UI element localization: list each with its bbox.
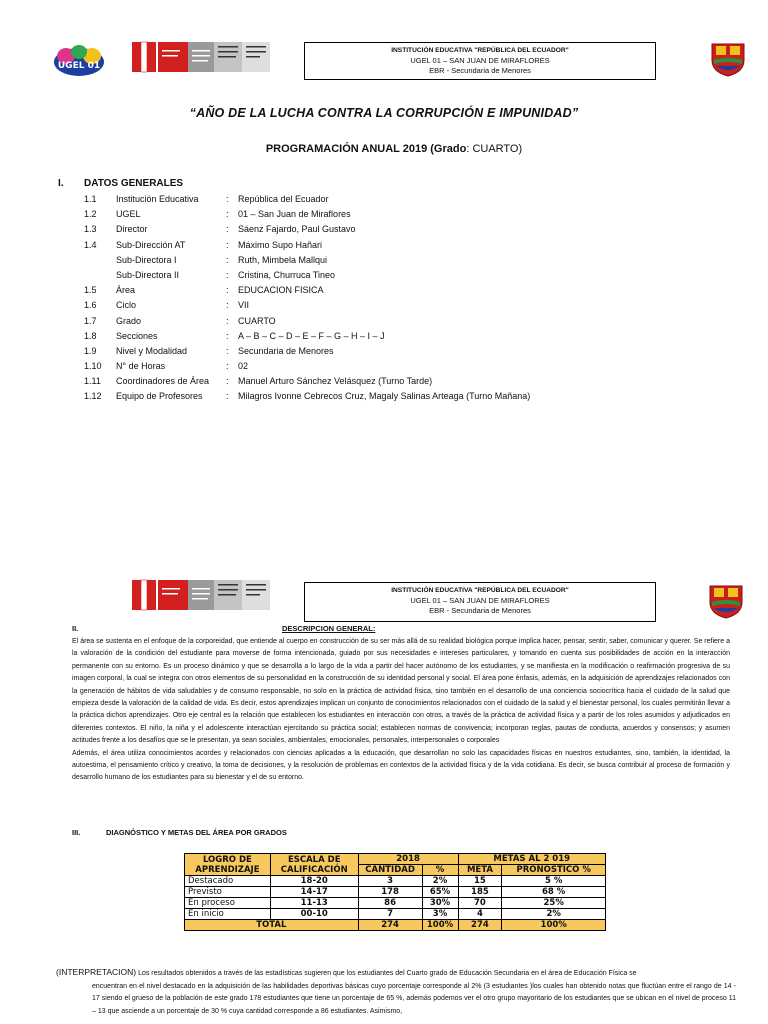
row-value: EDUCACION FISICA xyxy=(238,285,324,296)
general-data-row xyxy=(84,331,530,346)
row-colon: : xyxy=(226,376,229,387)
row-value: 01 – San Juan de Miraflores xyxy=(238,209,351,220)
row-key: N° de Horas xyxy=(116,361,166,372)
row-value: Sáenz Fajardo, Paul Gustavo xyxy=(238,224,356,235)
total-meta: 274 xyxy=(458,920,502,931)
row-value: CUARTO xyxy=(238,315,276,326)
page-header-2 xyxy=(0,572,768,632)
ministry-logo xyxy=(132,38,272,76)
row-number: 1.11 xyxy=(84,376,101,387)
cell-escala: 11-13 xyxy=(270,898,358,909)
row-colon: : xyxy=(226,269,229,280)
section-diagnosis-title xyxy=(72,828,287,837)
institution-box xyxy=(304,42,656,80)
cell-pct: 2% xyxy=(422,876,458,887)
row-key: Sub-Directora I xyxy=(116,254,177,265)
row-number: 1.7 xyxy=(84,315,97,326)
interpretation xyxy=(56,966,736,1018)
row-number: 1.3 xyxy=(84,224,97,235)
general-data-row xyxy=(84,224,530,239)
general-data-row xyxy=(84,240,530,255)
cell-cantidad: 178 xyxy=(358,887,422,898)
row-number: 1.12 xyxy=(84,391,102,402)
section-title: DESCRIPCION GENERAL: xyxy=(282,624,376,633)
row-key: Coordinadores de Área xyxy=(116,376,210,387)
description-paragraph-2: Además, el área utiliza conocimientos acordes y relacionados con ciencias aplicadas a la educación, que desarrollan no solo las capacidades físicas en nuestros estudiantes, sino, también, la identidad, la autoestima, el pensamiento crítico y creativo, la toma de decisiones, y la resolución de problemas en contextos de la actividad física y de la vida cotidiana. Es decir, se busca contribuir al proceso de formación y desarrollo humano de los estudiantes para su bienestar y el de su entorno. xyxy=(72,749,730,782)
cell-logro: En proceso xyxy=(185,898,271,909)
section-number: III. xyxy=(72,828,81,837)
cell-meta: 15 xyxy=(458,876,502,887)
cell-cantidad: 7 xyxy=(358,909,422,920)
row-number: 1.10 xyxy=(84,361,102,372)
row-value: A – B – C – D – E – F – G – H – I – J xyxy=(238,330,385,341)
table-row xyxy=(185,909,606,920)
section-description-title xyxy=(72,624,376,633)
cell-cantidad: 86 xyxy=(358,898,422,909)
row-key: UGEL xyxy=(116,209,141,220)
row-key: Ciclo xyxy=(116,300,137,311)
row-key: Director xyxy=(116,224,148,235)
row-value: Manuel Arturo Sánchez Velásquez (Turno Tarde) xyxy=(238,376,433,387)
section-title: DIAGNÓSTICO Y METAS DEL ÁREA POR GRADOS xyxy=(106,828,287,837)
interpretation-text-1: Los resultados obtenidos a través de las estadísticas sugieren que los estudiantes del Cuarto grado de Educación Secundaria en el área de Educación Física se xyxy=(138,970,637,977)
cell-pct: 65% xyxy=(422,887,458,898)
row-number: 1.2 xyxy=(84,209,97,220)
institution-level: EBR - Secundaria de Menores xyxy=(429,606,531,615)
ugel-logo xyxy=(52,42,106,78)
page-header xyxy=(0,34,768,94)
cell-meta: 4 xyxy=(458,909,502,920)
cell-pron: 68 % xyxy=(502,887,606,898)
row-value: República del Ecuador xyxy=(238,194,329,204)
row-number: 1.5 xyxy=(84,285,97,296)
interpretation-text-2: encuentran en el nivel destacado en la adquisición de las habilidades deportivas básicas cuyo porcentaje corresponde al 2% (3 estudiantes )los cuales han obtenido notas que fluctúan entre el rango de 14 - 17 siendo el grueso de la población de este grado 178 estudiantes que tiene un porcentaje de 65 %, además podemos ver el otro grupo mayoritario de los estudiantes que se ubican en el nivel de proceso 11 – 13 que asciende a un porcentaje de 30 % cuya cantidad corresponde a 86 estudiantes. Asimismo, xyxy=(92,982,736,1015)
program-title-bold: PROGRAMACIÓN ANUAL 2019 (Grado xyxy=(265,143,467,155)
cell-logro: Destacado xyxy=(185,876,271,887)
row-key: Secciones xyxy=(116,330,158,341)
header-cantidad: CANTIDAD xyxy=(358,865,422,876)
program-title xyxy=(0,143,768,155)
general-data-row xyxy=(84,300,530,315)
header-metas: METAS AL 2 019 xyxy=(458,854,606,865)
description-paragraph-1: El área se sustenta en el enfoque de la corporeidad, que entiende al cuerpo en construcción de su ser más allá de su realidad biológica porque implica hacer, pensar, sentir, saber, comunicar y querer. Se refiere a la valoración de la condición del estudiante para moverse de forma intencionada, guiado por sus necesidades e intereses particulares, y tomando en cuenta sus posibilidades de acción en la interacción permanente con su entorno. Es un proceso dinámico y que se desarrolla a lo largo de la vida a partir del hacer autónomo de los estudiantes, y se manifiesta en la modificación o reafirmación progresiva de su imagen corporal, la cual se integra con otros elementos de su personalidad en la construcción de su identidad personal y social. El área pone énfasis, además, en la adquisición de aprendizajes relacionados con la generación de hábitos de vida saludables y de consumo responsable, no solo en la práctica de actividad física, sino también en el desarrollo de una conciencia sociocrítica hacia el cuidado de la salud que empieza desde la valoración de la calidad de vida. Es decir, estos aprendizajes implican un conjunto de conocimientos relacionados con el cuidado de la salud y el bienestar personal, los cuales permitirán llevar a la práctica dichos aprendizajes. Otro eje central es la relación que establecen los estudiantes en interacción con otros, a través de la práctica de actividad física y a partir de los roles asumidos y adjudicados en diferentes contextos. El niño, la niña y el adolescente interactúan ejercitando su práctica social; establecen normas de convivencia; incorporan reglas, pautas de conducta, acuerdos y consensos; y asumen actitudes frente a los desafíos que se le presentan, ya sean sociales, ambientales, emocionales, personales, interpersonales o corporales xyxy=(72,638,730,745)
row-colon: : xyxy=(226,361,229,372)
row-number: 1.6 xyxy=(84,300,97,311)
diagnosis-table xyxy=(184,853,606,931)
institution-name: INSTITUCIÓN EDUCATIVA "REPÚBLICA DEL ECUADOR" xyxy=(391,587,569,594)
row-value: Milagros Ivonne Cebrecos Cruz, Magaly Salinas Arteaga (Turno Mañana) xyxy=(238,391,531,402)
cell-cantidad: 3 xyxy=(358,876,422,887)
general-data-row xyxy=(84,255,530,270)
row-colon: : xyxy=(226,209,229,220)
row-number xyxy=(84,270,116,285)
row-colon: : xyxy=(226,194,229,204)
section-title: DATOS GENERALES xyxy=(84,178,184,189)
cell-pron: 25% xyxy=(502,898,606,909)
general-data-row xyxy=(84,376,530,391)
cell-escala: 00-10 xyxy=(270,909,358,920)
total-pct: 100% xyxy=(422,920,458,931)
cell-logro: Previsto xyxy=(185,887,271,898)
row-number: 1.1 xyxy=(84,194,97,204)
general-data-row xyxy=(84,270,530,285)
institution-level: EBR - Secundaria de Menores xyxy=(429,66,531,75)
cell-meta: 185 xyxy=(458,887,502,898)
row-colon: : xyxy=(226,300,229,311)
cell-pron: 2% xyxy=(502,909,606,920)
row-key: Sub-Dirección AT xyxy=(116,239,186,250)
cell-logro: En inicio xyxy=(185,909,271,920)
section-number: I. xyxy=(58,178,64,189)
row-key: Nivel y Modalidad xyxy=(116,345,188,356)
total-pron: 100% xyxy=(502,920,606,931)
row-value: Máximo Supo Hañari xyxy=(238,239,323,250)
row-colon: : xyxy=(226,391,229,402)
school-crest-icon xyxy=(706,580,746,620)
general-data-row xyxy=(84,316,530,331)
row-key: Institución Educativa xyxy=(116,194,199,204)
table-row xyxy=(185,887,606,898)
cell-meta: 70 xyxy=(458,898,502,909)
total-label: TOTAL xyxy=(185,920,359,931)
row-colon: : xyxy=(226,315,229,326)
general-data-row xyxy=(84,361,530,376)
row-colon: : xyxy=(226,224,229,235)
row-value: Cristina, Churruca Tineo xyxy=(238,269,336,280)
section-general-data-title xyxy=(58,178,183,189)
row-number xyxy=(84,255,116,270)
header-2018: 2018 xyxy=(358,854,458,865)
program-title-grade: : CUARTO) xyxy=(466,143,523,155)
header-pct: % xyxy=(422,865,458,876)
cell-escala: 14-17 xyxy=(270,887,358,898)
row-value: VII xyxy=(238,300,250,311)
row-colon: : xyxy=(226,330,229,341)
cell-pct: 30% xyxy=(422,898,458,909)
svg-text:UGEL 01: UGEL 01 xyxy=(57,61,101,71)
row-colon: : xyxy=(226,239,229,250)
table-total-row xyxy=(185,920,606,931)
cell-escala: 18-20 xyxy=(270,876,358,887)
row-colon: : xyxy=(226,285,229,296)
year-motto: “AÑO DE LA LUCHA CONTRA LA CORRUPCIÓN E IMPUNIDAD” xyxy=(189,106,579,120)
table-row xyxy=(185,876,606,887)
row-number: 1.9 xyxy=(84,345,97,356)
row-value: Ruth, Mimbela Mallqui xyxy=(238,254,328,265)
description-text xyxy=(72,636,730,785)
header-escala: ESCALA DE CALIFICACIÓN xyxy=(270,854,358,876)
institution-box-2 xyxy=(304,582,656,622)
header-pronostico: PRONOSTICO % xyxy=(502,865,606,876)
general-data-row xyxy=(84,346,530,361)
header-meta: META xyxy=(458,865,502,876)
row-key: Equipo de Profesores xyxy=(116,391,203,402)
general-data-row xyxy=(84,391,530,406)
row-key: Sub-Directora II xyxy=(116,269,180,280)
row-value: Secundaria de Menores xyxy=(238,345,334,356)
total-cantidad: 274 xyxy=(358,920,422,931)
row-number: 1.4 xyxy=(84,239,97,250)
cell-pron: 5 % xyxy=(502,876,606,887)
general-data-row xyxy=(84,209,530,224)
institution-ugel: UGEL 01 – SAN JUAN DE MIRAFLORES xyxy=(410,56,550,65)
row-number: 1.8 xyxy=(84,330,97,341)
row-colon: : xyxy=(226,254,229,265)
row-value: 02 xyxy=(238,361,249,372)
general-data-list xyxy=(84,194,530,407)
header-logro: LOGRO DE APRENDIZAJE xyxy=(185,854,271,876)
section-number: II. xyxy=(72,624,79,633)
interpretation-label: (INTERPRETACION) xyxy=(56,967,137,977)
institution-name: INSTITUCIÓN EDUCATIVA "REPÚBLICA DEL ECUADOR" xyxy=(391,47,569,54)
table-row xyxy=(185,898,606,909)
row-colon: : xyxy=(226,345,229,356)
row-key: Grado xyxy=(116,315,142,326)
school-crest-icon xyxy=(708,38,748,78)
general-data-row xyxy=(84,194,530,209)
diagnosis-table-body xyxy=(185,876,606,920)
general-data-row xyxy=(84,285,530,300)
cell-pct: 3% xyxy=(422,909,458,920)
row-key: Área xyxy=(116,285,136,296)
institution-ugel: UGEL 01 – SAN JUAN DE MIRAFLORES xyxy=(410,596,550,605)
ministry-logo-2 xyxy=(132,576,272,614)
